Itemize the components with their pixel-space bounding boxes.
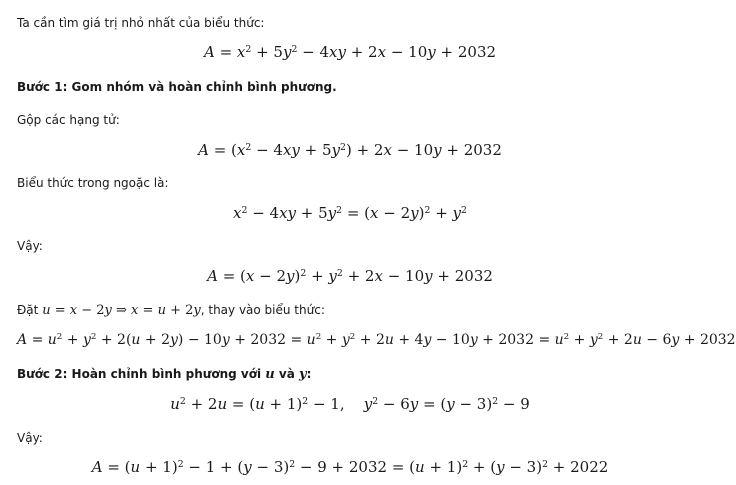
substitution-line — [17, 302, 325, 319]
so-text-2: Vậy: — [17, 431, 43, 445]
equation-rewritten: $A = (x - 2y)^2 + y^2 + 2x - 10y + 2032$ — [207, 267, 493, 285]
equation-definition: $A = x^2 + 5y^2 - 4xy + 2x - 10y + 2032$ — [203, 43, 497, 61]
equation-inner-square: $x^2 - 4xy + 5y^2 = (x - 2y)^2 + y^2$ — [233, 204, 467, 222]
substitution-suffix: , thay vào biểu thức: — [200, 303, 325, 317]
intro-text: Ta cần tìm giá trị nhỏ nhất của biểu thức: — [17, 16, 265, 30]
equation-substituted: $A = u^2 + y^2 + 2(u + 2y) - 10y + 2032 = u^2 + y^2 + 2u + 4y - 10y + 2032 = u^2 + y^2 + 2u - 6y + 2032$ — [17, 332, 736, 348]
so-text-1: Vậy: — [17, 239, 43, 253]
step2-middle: và — [278, 367, 295, 381]
step2-prefix: Bước 2: Hoàn chỉnh bình phương với — [17, 367, 262, 381]
inner-expression-text: Biểu thức trong ngoặc là: — [17, 176, 169, 190]
step2-suffix: : — [306, 367, 312, 381]
equation-grouped: $A = (x^2 - 4xy + 5y^2) + 2x - 10y + 2032$ — [198, 141, 502, 159]
substitution-prefix: Đặt — [17, 303, 39, 317]
step2-var-u: u — [265, 367, 275, 382]
equation-final: $A = (u + 1)^2 - 1 + (y - 3)^2 - 9 + 2032 = (u + 1)^2 + (y - 3)^2 + 2022$ — [91, 458, 609, 476]
step2-var-y: y — [299, 367, 307, 382]
equation-complete-squares: $u^2 + 2u = (u + 1)^2 - 1$, $y^2 - 6y = (y - 3)^2 - 9$ — [170, 395, 530, 413]
step1-heading: Bước 1: Gom nhóm và hoàn chỉnh bình phương. — [17, 80, 337, 94]
step2-heading — [17, 366, 311, 383]
group-text: Gộp các hạng tử: — [17, 113, 120, 127]
substitution-math: u = x − 2y ⇒ x = u + 2y — [42, 303, 201, 318]
